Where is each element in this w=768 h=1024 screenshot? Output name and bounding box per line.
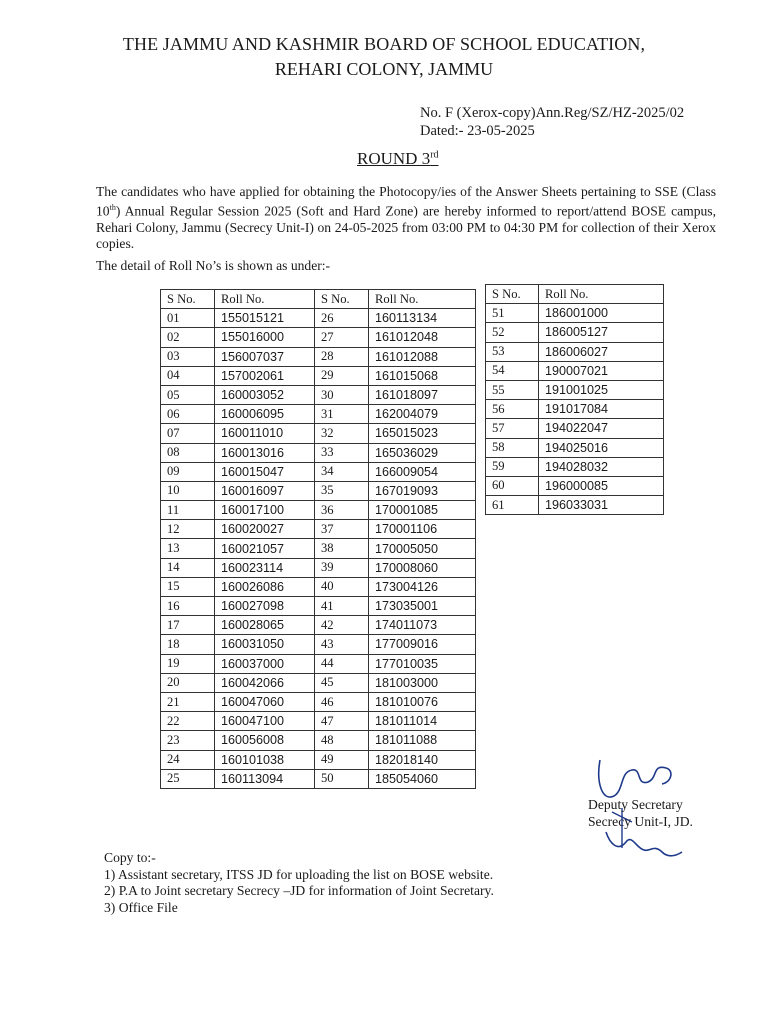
table-row xyxy=(486,496,664,515)
roll-number: 186006027 xyxy=(539,342,664,361)
round-label: ROUND 3 xyxy=(357,149,431,168)
serial-number: 25 xyxy=(161,769,215,788)
roll-number: 160011010 xyxy=(215,424,315,443)
round-heading xyxy=(357,149,439,169)
roll-number: 166009054 xyxy=(369,462,476,481)
serial-number: 44 xyxy=(315,654,369,673)
serial-number: 10 xyxy=(161,481,215,500)
roll-number: 186001000 xyxy=(539,304,664,323)
roll-number: 160027098 xyxy=(215,597,315,616)
table-row xyxy=(486,342,664,361)
table-row xyxy=(161,481,476,500)
serial-number: 34 xyxy=(315,462,369,481)
roll-number: 173035001 xyxy=(369,597,476,616)
roll-number: 160015047 xyxy=(215,462,315,481)
serial-number: 03 xyxy=(161,347,215,366)
roll-number: 191017084 xyxy=(539,400,664,419)
table-row xyxy=(486,304,664,323)
serial-number: 55 xyxy=(486,380,539,399)
serial-number: 56 xyxy=(486,400,539,419)
serial-number: 16 xyxy=(161,597,215,616)
serial-number: 39 xyxy=(315,558,369,577)
roll-number: 160037000 xyxy=(215,654,315,673)
serial-number: 53 xyxy=(486,342,539,361)
table-row xyxy=(161,443,476,462)
table-row xyxy=(486,457,664,476)
serial-number: 13 xyxy=(161,539,215,558)
roll-number: 161012088 xyxy=(369,347,476,366)
roll-number: 160047060 xyxy=(215,692,315,711)
roll-number: 160013016 xyxy=(215,443,315,462)
copy-to-item: 2) P.A to Joint secretary Secrecy –JD for information of Joint Secretary. xyxy=(104,883,494,898)
serial-number: 29 xyxy=(315,366,369,385)
roll-number: 155016000 xyxy=(215,328,315,347)
table-row xyxy=(161,520,476,539)
serial-number: 54 xyxy=(486,361,539,380)
roll-number: 194022047 xyxy=(539,419,664,438)
roll-number: 167019093 xyxy=(369,481,476,500)
roll-number: 160021057 xyxy=(215,539,315,558)
serial-number: 42 xyxy=(315,616,369,635)
roll-number: 160023114 xyxy=(215,558,315,577)
serial-number: 40 xyxy=(315,577,369,596)
roll-number: 174011073 xyxy=(369,616,476,635)
table-row xyxy=(486,361,664,380)
table-row xyxy=(161,558,476,577)
roll-number: 160016097 xyxy=(215,481,315,500)
serial-number: 02 xyxy=(161,328,215,347)
copy-to-item: 3) Office File xyxy=(104,899,178,915)
table-row xyxy=(161,366,476,385)
table-row xyxy=(161,673,476,692)
roll-number: 191001025 xyxy=(539,380,664,399)
serial-number: 15 xyxy=(161,577,215,596)
table-row xyxy=(161,577,476,596)
serial-number: 52 xyxy=(486,323,539,342)
table-row xyxy=(486,419,664,438)
roll-number: 165015023 xyxy=(369,424,476,443)
roll-number: 170008060 xyxy=(369,558,476,577)
serial-number: 57 xyxy=(486,419,539,438)
serial-number: 31 xyxy=(315,405,369,424)
serial-number: 22 xyxy=(161,712,215,731)
table-row xyxy=(161,654,476,673)
serial-number: 41 xyxy=(315,597,369,616)
roll-number: 177009016 xyxy=(369,635,476,654)
roll-number: 196000085 xyxy=(539,476,664,495)
signatory-block xyxy=(588,796,693,830)
roll-number: 160056008 xyxy=(215,731,315,750)
serial-number: 32 xyxy=(315,424,369,443)
roll-number: 160042066 xyxy=(215,673,315,692)
serial-number: 20 xyxy=(161,673,215,692)
serial-number: 21 xyxy=(161,692,215,711)
header-roll: Roll No. xyxy=(539,285,664,304)
roll-number: 160101038 xyxy=(215,750,315,769)
header-roll: Roll No. xyxy=(369,290,476,309)
serial-number: 37 xyxy=(315,520,369,539)
roll-number: 160006095 xyxy=(215,405,315,424)
roll-number: 194028032 xyxy=(539,457,664,476)
table-row xyxy=(486,400,664,419)
roll-number: 170001106 xyxy=(369,520,476,539)
roll-number: 161018097 xyxy=(369,385,476,404)
copy-to-heading: Copy to:- xyxy=(104,850,156,865)
notice-paragraph xyxy=(96,184,716,252)
table-row xyxy=(161,635,476,654)
serial-number: 01 xyxy=(161,309,215,328)
serial-number: 50 xyxy=(315,769,369,788)
table-row xyxy=(161,712,476,731)
serial-number: 48 xyxy=(315,731,369,750)
notice-text-1: The candidates who have applied for obtaining the Photocopy/ies of the Answer Sheets pertaining to SSE (Class 10 xyxy=(96,184,716,219)
board-address: REHARI COLONY, JAMMU xyxy=(274,59,494,79)
reference-number: No. F (Xerox-copy)Ann.Reg/SZ/HZ-2025/02 xyxy=(420,105,685,121)
table-row xyxy=(161,616,476,635)
reference-block xyxy=(420,104,684,140)
serial-number: 38 xyxy=(315,539,369,558)
serial-number: 11 xyxy=(161,501,215,520)
serial-number: 23 xyxy=(161,731,215,750)
serial-number: 27 xyxy=(315,328,369,347)
serial-number: 58 xyxy=(486,438,539,457)
table-row xyxy=(161,597,476,616)
header-roll: Roll No. xyxy=(215,290,315,309)
notice-text-2: ) Annual Regular Session 2025 (Soft and Hard Zone) are hereby informed to report/attend BOSE campus, Rehari Colony, Jammu (Secrecy Unit-I) on 24-05-2025 from 03:00 PM to 04:30 PM for collection of their Xerox copies. xyxy=(96,203,716,251)
board-name: THE JAMMU AND KASHMIR BOARD OF SCHOOL EDUCATION, xyxy=(122,34,646,54)
table-row xyxy=(161,692,476,711)
table-row xyxy=(161,539,476,558)
header-sno: S No. xyxy=(161,290,215,309)
table-row xyxy=(161,462,476,481)
roll-number: 155015121 xyxy=(215,309,315,328)
serial-number: 47 xyxy=(315,712,369,731)
table-row xyxy=(486,380,664,399)
table-row xyxy=(161,328,476,347)
serial-number: 59 xyxy=(486,457,539,476)
roll-number: 160003052 xyxy=(215,385,315,404)
serial-number: 06 xyxy=(161,405,215,424)
roll-number: 170001085 xyxy=(369,501,476,520)
roll-number: 160113094 xyxy=(215,769,315,788)
serial-number: 33 xyxy=(315,443,369,462)
serial-number: 45 xyxy=(315,673,369,692)
detail-line: The detail of Roll No’s is shown as under:- xyxy=(96,258,331,273)
roll-number: 182018140 xyxy=(369,750,476,769)
roll-number: 161015068 xyxy=(369,366,476,385)
signatory-title: Deputy Secretary xyxy=(588,797,683,812)
roll-number: 160028065 xyxy=(215,616,315,635)
serial-number: 05 xyxy=(161,385,215,404)
roll-number: 177010035 xyxy=(369,654,476,673)
serial-number: 08 xyxy=(161,443,215,462)
roll-number: 157002061 xyxy=(215,366,315,385)
roll-number: 194025016 xyxy=(539,438,664,457)
copy-to-block xyxy=(104,850,494,916)
serial-number: 04 xyxy=(161,366,215,385)
roll-number: 170005050 xyxy=(369,539,476,558)
roll-number: 161012048 xyxy=(369,328,476,347)
serial-number: 09 xyxy=(161,462,215,481)
header-sno: S No. xyxy=(486,285,539,304)
table-row xyxy=(486,476,664,495)
serial-number: 60 xyxy=(486,476,539,495)
table-row xyxy=(486,323,664,342)
roll-number: 181003000 xyxy=(369,673,476,692)
serial-number: 14 xyxy=(161,558,215,577)
serial-number: 26 xyxy=(315,309,369,328)
reference-date: Dated:- 23-05-2025 xyxy=(420,123,535,139)
roll-number: 181011014 xyxy=(369,712,476,731)
roll-number: 160017100 xyxy=(215,501,315,520)
roll-table-side xyxy=(485,284,664,515)
roll-number: 160031050 xyxy=(215,635,315,654)
table-row xyxy=(161,769,476,788)
serial-number: 43 xyxy=(315,635,369,654)
serial-number: 24 xyxy=(161,750,215,769)
serial-number: 19 xyxy=(161,654,215,673)
serial-number: 36 xyxy=(315,501,369,520)
copy-to-item: 1) Assistant secretary, ITSS JD for uploading the list on BOSE website. xyxy=(104,866,494,882)
notice-sup: th xyxy=(109,203,116,212)
roll-number: 173004126 xyxy=(369,577,476,596)
roll-number: 156007037 xyxy=(215,347,315,366)
roll-number: 160020027 xyxy=(215,520,315,539)
serial-number: 35 xyxy=(315,481,369,500)
table-row xyxy=(161,501,476,520)
table-row xyxy=(161,750,476,769)
roll-number: 160047100 xyxy=(215,712,315,731)
serial-number: 30 xyxy=(315,385,369,404)
table-row xyxy=(161,347,476,366)
serial-number: 12 xyxy=(161,520,215,539)
serial-number: 51 xyxy=(486,304,539,323)
table-row xyxy=(161,385,476,404)
roll-table-main xyxy=(160,289,476,789)
table-row xyxy=(161,309,476,328)
round-suffix: rd xyxy=(430,149,439,161)
roll-number: 165036029 xyxy=(369,443,476,462)
table-row xyxy=(161,405,476,424)
roll-number: 190007021 xyxy=(539,361,664,380)
serial-number: 49 xyxy=(315,750,369,769)
serial-number: 18 xyxy=(161,635,215,654)
roll-number: 160113134 xyxy=(369,309,476,328)
roll-number: 181010076 xyxy=(369,692,476,711)
serial-number: 07 xyxy=(161,424,215,443)
roll-number: 196033031 xyxy=(539,496,664,515)
roll-number: 162004079 xyxy=(369,405,476,424)
serial-number: 61 xyxy=(486,496,539,515)
serial-number: 28 xyxy=(315,347,369,366)
header-sno: S No. xyxy=(315,290,369,309)
table-row xyxy=(161,731,476,750)
roll-number: 181011088 xyxy=(369,731,476,750)
roll-number: 185054060 xyxy=(369,769,476,788)
roll-number: 160026086 xyxy=(215,577,315,596)
table-row xyxy=(486,438,664,457)
signatory-unit: Secrecy Unit-I, JD. xyxy=(588,814,693,829)
serial-number: 17 xyxy=(161,616,215,635)
roll-number: 186005127 xyxy=(539,323,664,342)
table-row xyxy=(161,424,476,443)
serial-number: 46 xyxy=(315,692,369,711)
